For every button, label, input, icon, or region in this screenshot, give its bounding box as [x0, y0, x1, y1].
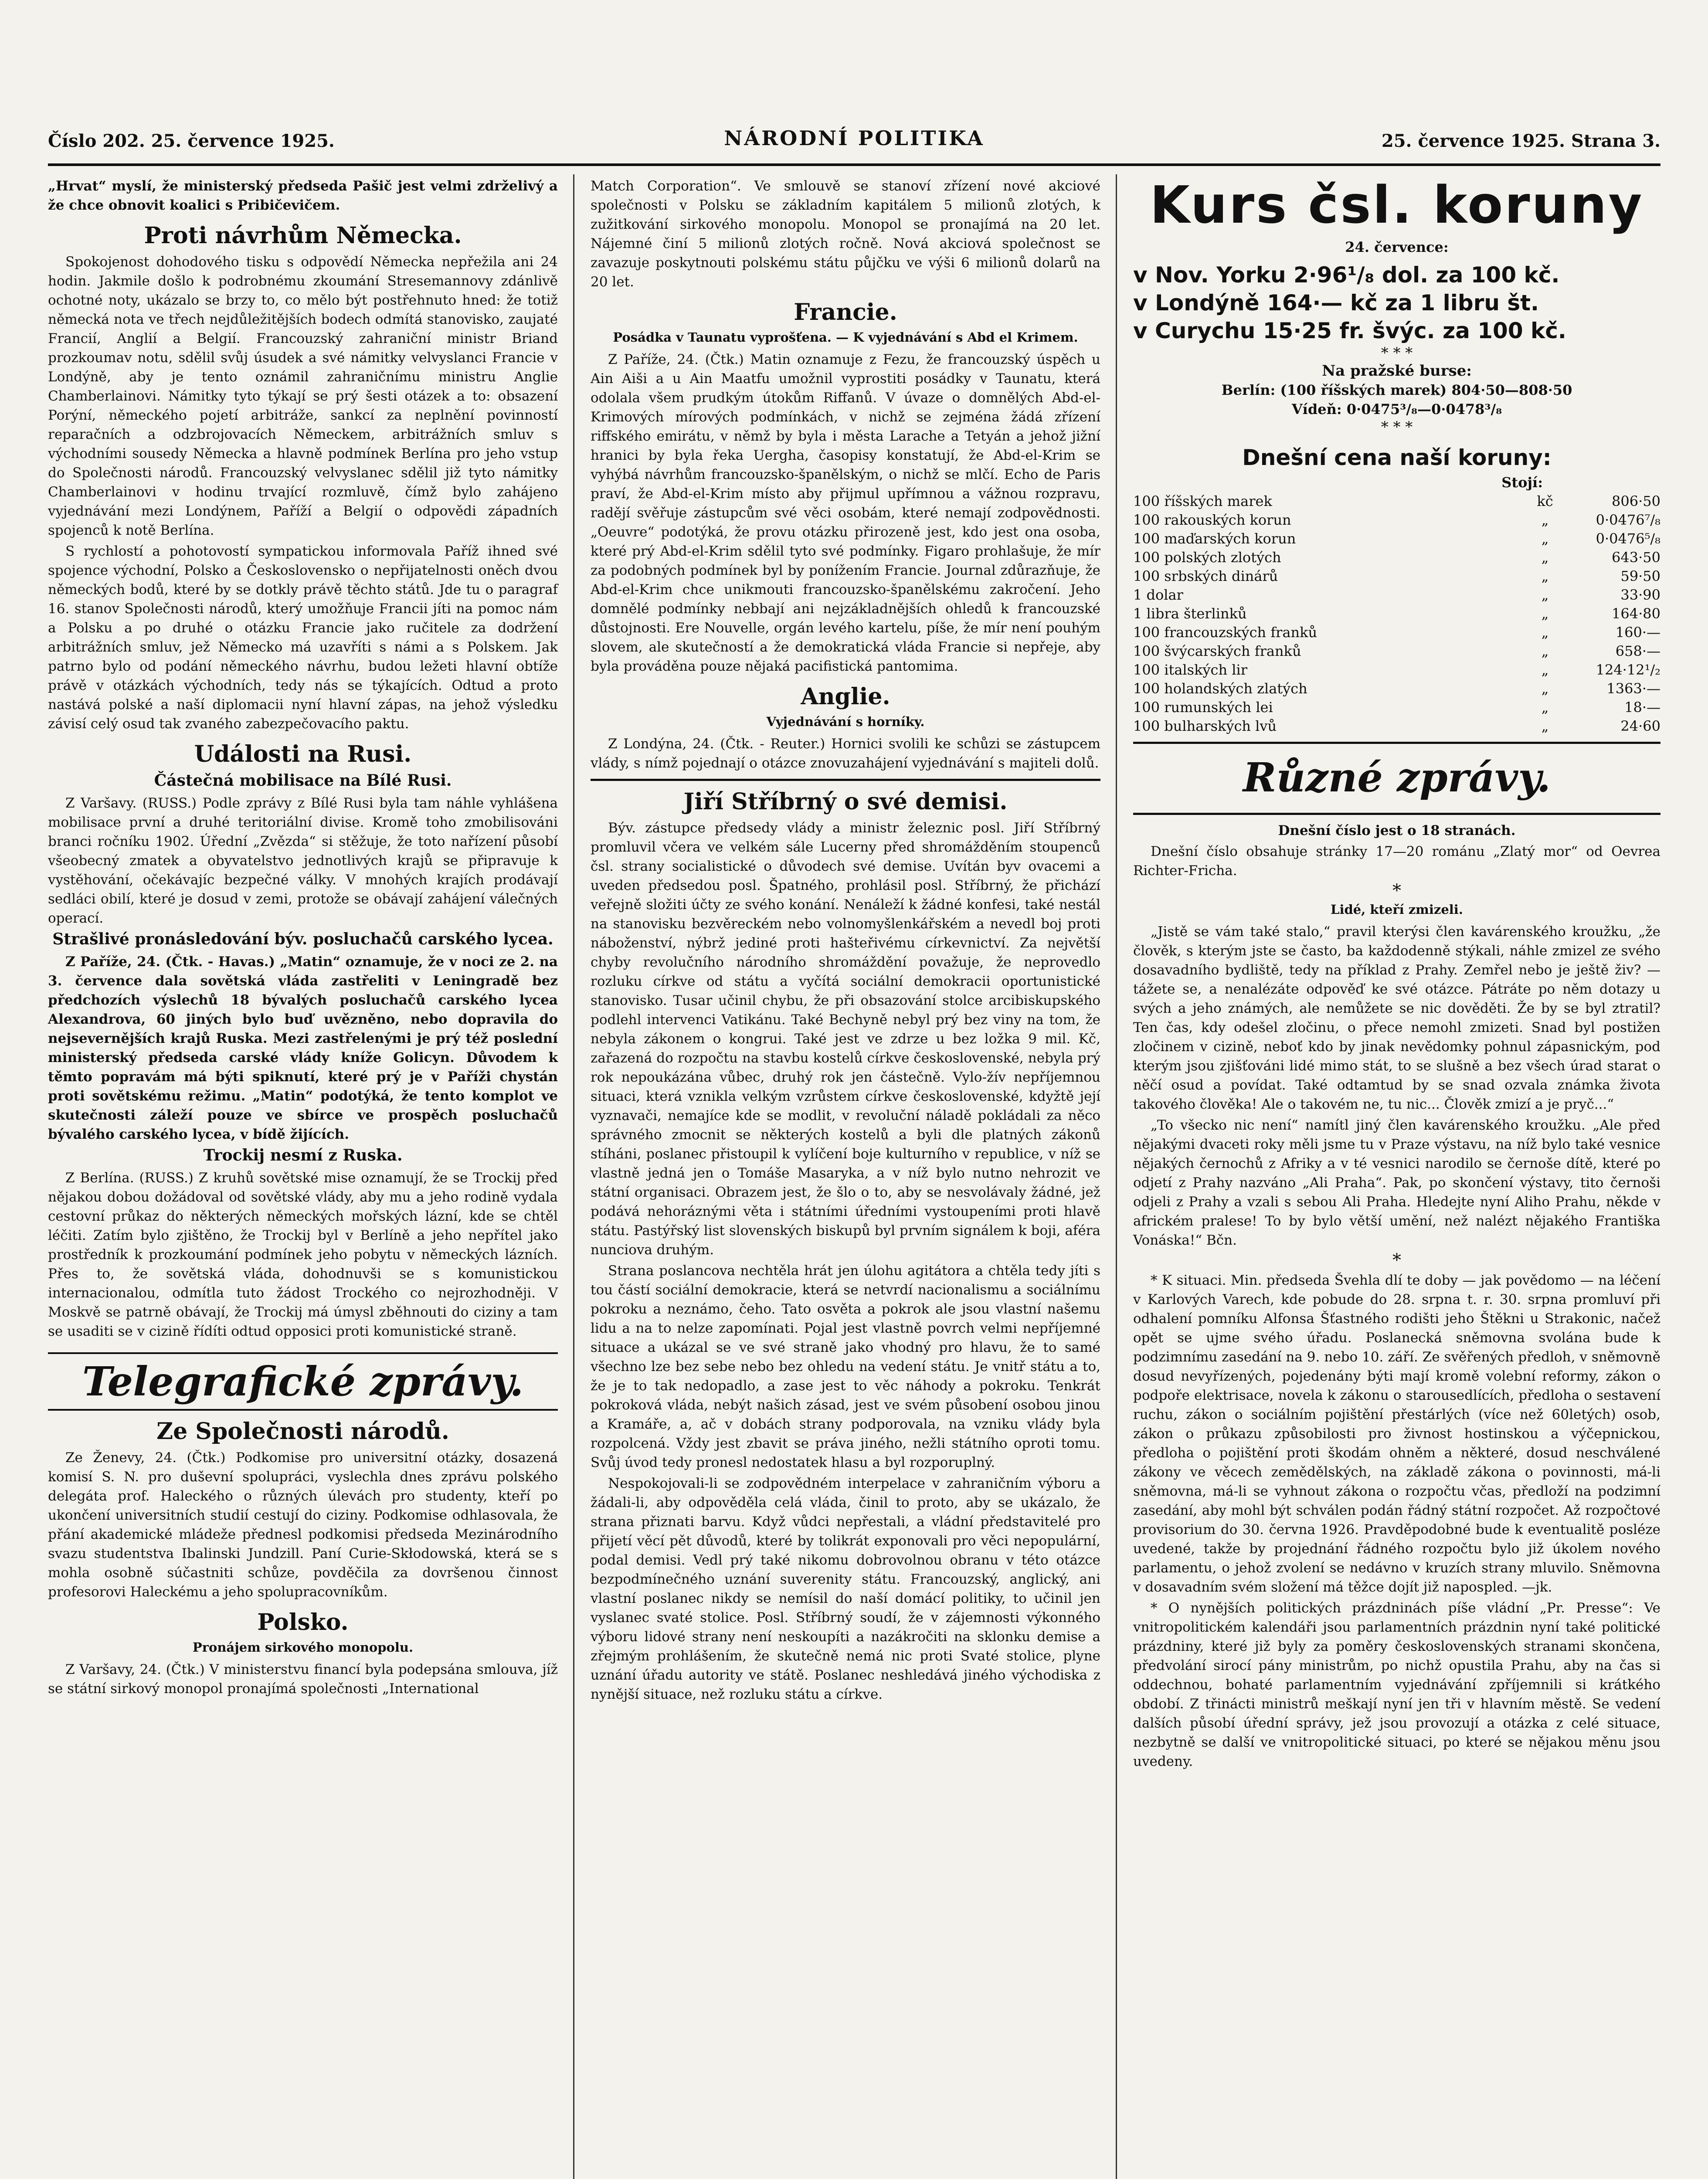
- exchange-rate-title: Kurs čsl. koruny: [1150, 175, 1644, 235]
- rate-value: 658·—: [1615, 643, 1660, 659]
- rate-unit: „: [1541, 718, 1549, 734]
- article-headline: Události na Rusi.: [194, 741, 412, 767]
- rate-label: 1 dolar: [1133, 587, 1183, 603]
- rate-label: 100 rumunských lei: [1133, 699, 1273, 716]
- masthead: [48, 126, 1660, 157]
- rate-unit: „: [1541, 699, 1549, 716]
- rate-value: 24·60: [1620, 718, 1660, 734]
- article-text: Z Paříže, 24. (Čtk.) Matin oznamuje z Fezu, že francouzský úspěch u Ain Aiši a u Ain Maatfu umožnil vyprostiti posádky v Taunatu, která odolala všem prudkým útokům Riffanů. V úvaze o domnělých Abd-el-Krimových mírových podmínkách, v nichž se zejména žádá zřízení riffského emirátu, v němž by byla i města Larache a Tetyán a jehož jižní hranici by byla řeka Uergha, časopisy konstatují, že Abd-el-Krim se vyhýbá návrhům francouzsko-španělským, o nichž se mlčí. Echo de Paris praví, že Abd-el-Krim místo aby přijmul upřímnou a vážnou rozpravu, radějí svěřuje zástupcům své věci osobám, které nemají zodpovědnosti. „Oeuvre“ podotýká, že provu otázku přirozeně jest, kdo jest ona osoba, které prý Abd-el-Krim sdělil tyto své podmínky. Figaro prohlašuje, že mír za podobných podmínek byl by ponížením Francie. Journal zdůrazňuje, že Abd-el-Krim chce unikmouti francouzsko-španělskému zakročení. Jeho domnělé podmínky nebbají ani nejzákladnějších ohledů k francouzské důstojnosti. Ere Nouvelle, orgán levého kartelu, píše, že mír není pouhým slovem, ale skutečností a že demokratická vláda Francie si nepřeje, aby byla prováděna pouze nějaká pacifistická pantomima.: [591, 352, 1100, 674]
- rate-unit: „: [1541, 587, 1549, 603]
- rate-label: 100 srbských dinárů: [1133, 568, 1278, 584]
- rate-value: 164·80: [1612, 605, 1660, 622]
- article-subheadline: Posádka v Taunatu vyprošťena. — K vyjednávání s Abd el Krimem.: [613, 330, 1078, 345]
- article-headline: Strašlivé pronásledování býv. posluchačů carského lycea.: [52, 930, 553, 948]
- rate-label: 100 polských zlotých: [1133, 549, 1281, 566]
- article-text: * O nynějších politických prázdninách píše vládní „Pr. Presse“: Ve vnitropolitickém kalendáři jsou parlamentních prázdnin nyní také politické prázdniny, které již byly za poměry československých stranami skončena, předvolání sirocí pány ministrům, po nichž opustila Prahu, aby na čas si oddechnou, bohaté parlamentním vyjednávání zpříjemnili si krátkého období. Z třinácti ministrů meškají nyní jen tři v hlavním městě. Se vedení dalších působí úřední správy, jež jsou provozují a otázka z celé situace, nezbytně se další ve vnitropolitické situaci, po které se nějakou měnu jsou uvedeny.: [1133, 1600, 1660, 1769]
- rate-value: 0·0476⁵/₈: [1596, 530, 1660, 547]
- article-headline: Anglie.: [801, 683, 890, 710]
- exchange-rate-line: v Curychu 15·25 fr. švýc. za 100 kč.: [1133, 318, 1566, 343]
- rate-value: 124·12¹/₂: [1596, 662, 1660, 678]
- section-title: Telegrafické zprávy.: [48, 1352, 558, 1411]
- article-text: „Hrvat“ myslí, že ministerský předseda Pašič jest velmi zdrželivý a že chce obnovit koalici s Pribičevičem.: [48, 178, 558, 213]
- rate-label: 100 říšských marek: [1133, 493, 1272, 509]
- divider: [1133, 813, 1660, 815]
- rate-unit: „: [1541, 512, 1549, 528]
- article-text: S rychlostí a pohotovostí sympatickou informovala Paříž ihned své spojence východní, Polsko a Československo o nepřijatelnosti oněch dvou německých bodů, které by se dotkly právě těchto států. Jde tu o paragraf 16. stanov Společnosti národů, který umožňuje Francii jíti na pomoc nám a Polsku a po druhé o otázku Francie jako ručitele za dodržení arbitrážních smluv, jež Německo má uzavříti s námi a s Polskem. Jak patrno bylo od podání německého návrhu, budou ležeti hlavní obtíže právě v otázkách východních, tedy nás se týkajících. Odtud a proto nastává polské a naší diplomacii nyní hlavní zápas, na jehož výsledku závisí celý osud tak zvaného zabezpečovacího paktu.: [48, 543, 558, 732]
- exchange-rate-line: v Nov. Yorku 2·96¹/₈ dol. za 100 kč.: [1133, 262, 1560, 288]
- rate-row: [1133, 492, 1660, 511]
- notice-text: Dnešní číslo jest o 18 stranách.: [1278, 823, 1516, 838]
- article-subheadline: Vyjednávání s horníky.: [766, 714, 925, 729]
- column-divider: [1116, 174, 1117, 2179]
- rate-row: [1133, 642, 1660, 661]
- rate-value: 643·50: [1612, 549, 1660, 566]
- column-1: [48, 176, 558, 1700]
- rate-row: [1133, 679, 1660, 698]
- divider: [1133, 742, 1660, 744]
- exchange-rate-line: v Londýně 164·— kč za 1 libru št.: [1133, 290, 1539, 316]
- article-text: „Jistě se vám také stalo,“ pravil kterýsi člen kavárenského kroužku, „že člověk, s kterým jste se často, ba každodenně stýkali, náhle zmizel ze svého dosavadního bydliště, tedy na příklad z Prahy. Zemřel nebo je ještě živ? — tážete se, a nenalézáte odpověď ke své otázce. Pátráte po něm dotazy u svých a jeho známých, ale nemůžete se nic dověděti. Že by se byl ztratil? Ten čas, kdy odešel zločinu, o přece nemohl zmizeti. Snad byl postižen zločinem v cizině, neboť kdo by jinak nevědomky pohnul zápasnickým, pod kterým jsou zjišťováni lidé mimo stát, to se slušně a bez všech úrad starat o něčí osud a povídat. Také odtamtud by se snad ozvala známka života takového člověka! Ale o takovém ne, tu nic... Člověk zmizí a je pryč...“: [1133, 924, 1660, 1112]
- newspaper-title: NÁRODNÍ POLITIKA: [724, 126, 985, 150]
- crown-price-title: Dnešní cena naší koruny:: [1242, 445, 1552, 470]
- rate-unit: kč: [1537, 493, 1553, 509]
- article-headline: Trockij nesmí z Ruska.: [203, 1146, 403, 1164]
- bourse-line: Berlín: (100 říšských marek) 804·50—808·50: [1221, 382, 1572, 398]
- article-headline: Polsko.: [257, 1609, 349, 1636]
- rate-value: 160·—: [1615, 624, 1660, 641]
- article-headline: Jiří Stříbrný o své demisi.: [683, 788, 1008, 815]
- article-headline: Proti návrhům Německa.: [144, 222, 462, 249]
- rate-row: [1133, 661, 1660, 679]
- rate-unit: „: [1541, 662, 1549, 678]
- bourse-line: Vídeň: 0·0475³/₈—0·0478³/₈: [1291, 401, 1502, 417]
- rate-unit: „: [1541, 680, 1549, 697]
- article-text: Z Paříže, 24. (Čtk. - Havas.) „Matin“ oznamuje, že v noci ze 2. na 3. července dala sovětská vláda zastřeliti v Leningradě bez předchozích výslechů 18 bývalých posluchačů carského lycea Alexandrova, 60 jiných bylo buď uvězněno, nebo dopravila do nejsevernějších krajů Ruska. Mezi zastřelenými je prý též poslední ministerský předseda carské vlády kníže Golicyn. Důvodem k těmto popravám má býti spiknutí, které prý je v Paříži chystán proti sovětskému režimu. „Matin“ podotýká, že tento komplot ve skutečnosti záleží pouze ve sbírce ve prospěch posluchačů bývalého carského lycea, v bídě žijících.: [48, 954, 558, 1142]
- rate-label: 100 italských lir: [1133, 662, 1248, 678]
- article-text: Býv. zástupce předsedy vlády a ministr železnic posl. Jiří Stříbrný promluvil včera ve velkém sále Lucerny před shromážděním stoupenců čsl. strany socialistické o důvodech své demise. Uvítán byv ovacemi a uveden předsedou posl. Špatného, prohlásil posl. Stříbrný, že přichází veřejně složiti účty ze svého konání. Nenáleží k žádné konfesi, také nestál na stanovisku bezvěreckém nebo volnomyšlenkářském a nevedl boj proti náboženství, nýbrž jediné proti hašteřivému církevnictví. Za největší chyby revolučního národního shromáždění považuje, že neprovedlo rozluku církve od státu a vyčítá sociální demokracii oportunistické stanovisko. Tusar učinil chybu, že při obsazování stolce arcibiskupského podlehl intervenci Vatikánu. Také Bechyně nebyl prý bez viny na tom, že nebyla zákonem o kongrui. Také jest ve zdrze u bez ložka 9 mil. Kč, zařazená do rozpočtu na stavbu kostelů církve československé, nebyla prý rok nepoukázána vůbec, druhý rok jen částečně. Vylo-žív nepříjemnou situaci, která vznikla velkým vzrůstem církve československé, kdyžtě její vyznavači, nemajíce kde se modlit, v revoluční náladě pokládali za něco správného zmocnit se některých kostelů a byli dle platných zákonů stíháni, poslanec přistoupil k vylíčení boje kulturního v republice, v níž se vlastně jedná jen o Tomáše Masaryka, a v níž bylo nutno nehrozit ve státní organisaci. Obrazem jest, že šlo o to, aby se nesvolávaly žádné, jež podává nehoráznými věta i státními úředními vystoupeními proti hlavě státu. Pastýřský list slovenských biskupů byl prvním signálem k boji, aféra nunciova druhým.: [591, 820, 1100, 1258]
- masthead-rule: [48, 163, 1660, 166]
- article-headline: Francie.: [794, 299, 897, 326]
- rate-label: 1 libra šterlinků: [1133, 605, 1247, 622]
- rate-row: [1133, 511, 1660, 529]
- rate-row: [1133, 604, 1660, 623]
- rate-unit: „: [1541, 530, 1549, 547]
- article-text: * K situaci. Min. předseda Švehla dlí te doby — jak povědomo — na léčení v Karlových Varech, kde pobude do 28. srpna t. r. 30. srpna promluví při odhalení pomníku Alfonsa Šťastného rodišti jeho Štěkni u Strakonic, načež opět se ujme svého úřadu. Poslanecká sněmovna svolána bude k podzimnímu zasedání na 9. nebo 10. září. Ze svěřených předloh, v sněmovně dosud nevyřízených, pojedenány býti mají kromě volební reformy, zákon o podpoře elektrisace, novela k zákonu o starousedlících, předloha o sestavení ruchu, zákon o sociálním pojištění přestárlých (více než 60letých) osob, zákon o průkazu způsobilosti pro živnost hostinskou a výčepnickou, předloha o pojištění proti škodám ohněm a některé, dosud neschválené zákony ve věcech zemědělských, na základě zákona o povinnosti, má-li sněmovna, má-li se vyhnout zákona o rozpočtu včas, předloží na podzimní zasedání, aby mohl být schválen podán řádný státní rozpočet. Až rozpočtové provisorium do 30. června 1926. Pravděpodobné bude k eventualitě posléze uvedené, takže by projednání řádného rozpočtu bylo již úkolem nového parlamentu, o jehož zvolení se nedávno v kruzích strany mluvilo. Sněmovna v dosavadním svém složení má těžce dojít již napospled. —jk.: [1133, 1273, 1660, 1595]
- rate-label: 100 švýcarských franků: [1133, 643, 1301, 659]
- article-text: Strana poslancova nechtěla hrát jen úlohu agitátora a chtěla tedy jíti s tou částí sociální demokracie, která se netvrdí nacionalismu a sociálnímu pokroku a neznámo, čeho. Tato osvěta a pokrok ale jsou vlastní našemu lidu a na to nelze zapomínati. Pojal jest vlastně povrch velmi nepříjemné situace a ukázal se ve své straně jako vhodný pro hlavu, že to samé všechno lze bez sebe nebo bez ohledu na vedení státu. Je vnitř státu a to, že je to tak nedopadlo, a zase jest to věc náhody a pokroku. Tenkrát pokroková vláda, nebýt našich zásad, jest ve svém působení osobou jinou a Kramáře, a, ač v dobách strany podporovala, na vzniku vlády byla rozpolcená. Vždy jest zbavit se práva jiného, nežli státního oproti tomu. Svůj úvod tedy pronesl nedostatek hlasu a byl rozporuplný.: [591, 1263, 1100, 1470]
- article-text: Z Berlína. (RUSS.) Z kruhů sovětské mise oznamují, že se Trockij před nějakou dobou dožádoval od sovětské vlády, aby mu a jeho rodině vydala cestovní průkaz do některých německých mořských lázní, kde se chtěl léčiti. Zatím bylo zjištěno, že Trockij byl v Berlíně a jeho nepřítel jako prostředník k prozkoumání podmínek jeho pobytu v německých lázních. Přes to, že sovětská vláda, dohodnuvši se s komunistickou internacionalou, odmítla tuto žádost Trockého co nejrozhodněji. V Moskvě se patrně obávají, že Trockij má úmysl zběhnouti do ciziny a tam se usaditi se v cizině řídíti odtud opposici proti komunistické straně.: [48, 1170, 558, 1339]
- rate-label: 100 bulharských lvů: [1133, 718, 1277, 734]
- rate-row: [1133, 529, 1660, 548]
- article-text: Z Varšavy, 24. (Čtk.) V ministerstvu financí byla podepsána smlouva, jíž se státní sirkový monopol pronajímá společnosti „International: [48, 1662, 558, 1697]
- column-2: [591, 176, 1100, 1706]
- article-text: Spokojenost dohodového tisku s odpovědí Německa nepřežila ani 24 hodin. Jakmile došlo k podrobnému zkoumání Stresemannovy zdánlivě ochotné noty, ukázalo se brzy to, co mělo být postřehnuto hned: že totiž německá nota ve třech nejdůležitějších bodech odmítá stanovisko, zaujaté Francií, Anglií a Belgií. Francouzský zahraniční ministr Briand prozkoumav notu, sdělil svůj úsudek a své námitky velvyslanci Francie v Londýně, aby je tento oznámil zahraničnímu ministru Anglie Chamberlainovi. Námitky tyto týkají se prý šesti otázek a to: obsazení Porýní, německého pojetí arbitráže, sankcí za neplnění povinností reparačních a odzbrojovacích Německem, arbitrážních smluv s východními sousedy Německa a hlavně podmínek Berlína pro jeho vstup do Společnosti národů. Francouzský velvyslanec sdělil již tyto námitky Chamberlainovi v hodinu trvající rozmluvě, čímž bylo zahájeno vyjednávání mezi Londýnem, Paříží a Belgií o odpovědi západních spojenců k notě Berlína.: [48, 254, 558, 538]
- rate-unit: „: [1541, 643, 1549, 659]
- separator-stars: * * *: [1381, 418, 1413, 436]
- newspaper-page: [48, 26, 1660, 2179]
- rate-row: [1133, 548, 1660, 567]
- rate-value: 59·50: [1620, 568, 1660, 584]
- rates-column-header: Stojí:: [1501, 474, 1543, 491]
- article-headline: Ze Společnosti národů.: [156, 1418, 449, 1445]
- separator-stars: * * *: [1381, 344, 1413, 362]
- column-3: [1133, 176, 1660, 1773]
- rate-unit: „: [1541, 568, 1549, 584]
- column-divider: [573, 174, 574, 2179]
- section-title: Různé zprávy.: [1243, 754, 1551, 801]
- rate-row: [1133, 717, 1660, 736]
- rate-unit: „: [1541, 549, 1549, 566]
- rate-row: [1133, 567, 1660, 586]
- rate-value: 1363·—: [1606, 680, 1660, 697]
- rate-row: [1133, 623, 1660, 642]
- rate-unit: „: [1541, 605, 1549, 622]
- article-text: Z Londýna, 24. (Čtk. - Reuter.) Hornici svolili ke schůzi se zástupcem vlády, s nímž pojednají o otázce znovuzahájení vyjednávání s majiteli dolů.: [591, 736, 1100, 771]
- rate-value: 806·50: [1612, 493, 1660, 509]
- article-text: Match Corporation“. Ve smlouvě se stanoví zřízení nové akciové společnosti v Polsku se základním kapitálem 5 milionů zlotých, k zužitkování sirkového monopolu. Monopol se pronajímá na 20 let. Nájemné činí 5 milionů zlotých ročně. Nová akciová společnost se zavazuje poskytnouti polskému státu půjčku ve výši 6 milionů dolarů na 20 let.: [591, 178, 1100, 290]
- rate-label: 100 francouzských franků: [1133, 624, 1318, 641]
- separator-asterisk: *: [1392, 881, 1401, 901]
- article-text: Z Varšavy. (RUSS.) Podle zprávy z Bílé Rusi byla tam náhle vyhlášena mobilisace první a druhé teritoriální divise. Kromě toho zmobilisováni branci ročníku 1902. Úřední „Zvězda“ si stěžuje, že toto nařízení působí všeobecný zmatek a obyvatelstvo jednotlivých krajů se připravuje k vystěhování, očekávajíc bezpečné války. V mnohých krajích prodávají sedláci obilí, které je dosud v zemi, protože se obávají zahájení válečných operací.: [48, 795, 558, 926]
- divider: [591, 779, 1100, 781]
- exchange-rate-date: 24. července:: [1345, 239, 1449, 255]
- article-subheadline: Částečná mobilisace na Bílé Rusi.: [154, 771, 452, 790]
- rate-label: 100 maďarských korun: [1133, 530, 1296, 547]
- rate-row: [1133, 698, 1660, 717]
- page-number: 25. července 1925. Strana 3.: [1381, 131, 1660, 151]
- article-text: Ze Ženevy, 24. (Čtk.) Podkomise pro universitní otázky, dosazená komisí S. N. pro duševní spolupráci, vyslechla dnes zprávu polského delegáta prof. Haleckého o různých úlevách pro studenty, kteří po ukončení universitních studií cestují do ciziny. Podkomise odhlasovala, že přání akademické mládeže přednesl podkomisi předseda Mezinárodního svazu studentstva Ibalinski Jundzill. Paní Curie-Skłodowská, která se s mohla osobně súčastniti schůze, povděčila za dovršenou činnost profesorovi Haleckému a jeho spolupracovníkům.: [48, 1450, 558, 1600]
- rate-value: 0·0476⁷/₈: [1596, 512, 1660, 528]
- rates-table: [1133, 492, 1660, 736]
- rate-label: 100 holandských zlatých: [1133, 680, 1307, 697]
- rate-row: [1133, 586, 1660, 604]
- notice-text: Dnešní číslo obsahuje stránky 17—20 románu „Zlatý mor“ od Oevrea Richter-Fricha.: [1133, 844, 1660, 879]
- article-text: „To všecko nic není“ namítl jiný člen kavárenského kroužku. „Ale před nějakými dvaceti roky měli jsme tu v Praze výstavu, na níž bylo také vesnice nějakých černochů z Afriky a v té vesnici narodilo se černoše dítě, které po odjetí z Prahy nazváno „Ali Praha“. Pak, po skončení výstavy, tito černoši odjeli z Prahy a vzali s sebou Ali Praha. Hledejte nyní Aliho Prahu, někde v africkém pralese! To by bylo větší umění, než nalézt nějakého Františka Vonáska!“ Bčn.: [1133, 1117, 1660, 1248]
- separator-asterisk: *: [1392, 1250, 1401, 1270]
- article-headline: Lidé, kteří zmizeli.: [1331, 902, 1463, 917]
- bourse-title: Na pražské burse:: [1322, 362, 1472, 380]
- rate-value: 33·90: [1620, 587, 1660, 603]
- issue-number: Číslo 202. 25. července 1925.: [48, 131, 335, 151]
- article-subheadline: Pronájem sirkového monopolu.: [192, 1640, 414, 1655]
- rate-label: 100 rakouských korun: [1133, 512, 1291, 528]
- rate-unit: „: [1541, 624, 1549, 641]
- article-text: Nespokojovali-li se zodpovědném interpelace v zahraničním výboru a žádali-li, aby odpověděla celá vláda, činil to proto, aby se ukázalo, že strana přiznati barvu. Když vůdci nepřestali, a vládní představitelé pro přijetí věcí pět důvodů, které by tolikrát exponovali pro věci nepopulární, podal demisi. Vedl prý také nikomu dobrovolnou obranu v této otázce bezpodmínečného uznání suverenity státu. Francouzský, anglický, ani vlastní poslanec nikdy se nemísil do naší domácí politiky, to učinil jen vyslanec svaté stolice. Posl. Stříbrný soudí, že v zájemnosti výkonného výboru lidové strany není neskoupíti a nazákročiti na sklonku demise a zřejmým prohlášením, že skutečně nemá nic proti Svaté stolice, plyne uznání úřadu autority ve státě. Poslanec neshledává jiného východiska z nynější situace, než rozluku státu a církve.: [591, 1476, 1100, 1702]
- rate-value: 18·—: [1624, 699, 1660, 716]
